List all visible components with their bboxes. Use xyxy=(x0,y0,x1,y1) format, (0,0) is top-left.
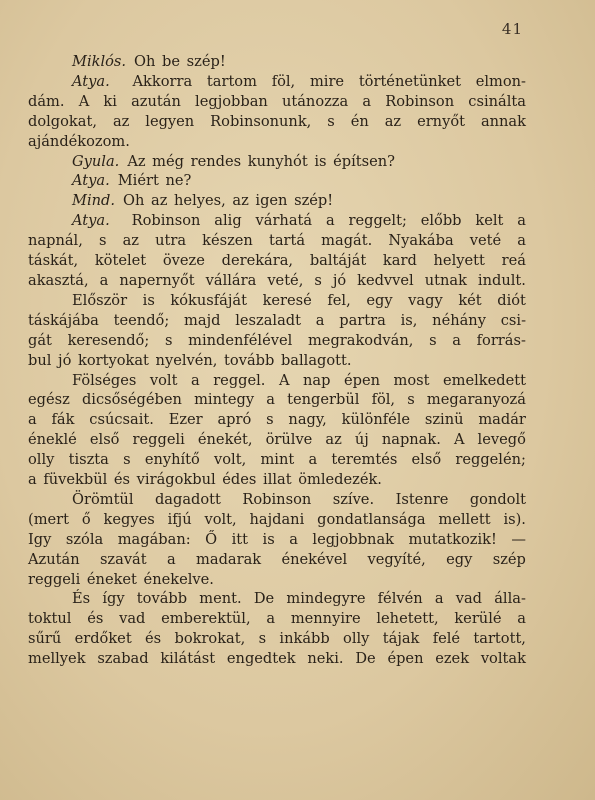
word: utra xyxy=(155,232,187,250)
text-line xyxy=(28,291,526,311)
text-line xyxy=(28,470,526,490)
word: kerülé xyxy=(454,610,502,628)
word: keresé xyxy=(262,291,312,309)
text-line xyxy=(28,331,526,351)
text-line xyxy=(28,351,526,371)
word: reggelt; xyxy=(348,212,407,230)
text-line xyxy=(28,72,526,92)
word: egy xyxy=(366,291,393,309)
word: a xyxy=(266,391,275,409)
word: reá xyxy=(501,252,526,270)
word: most xyxy=(393,371,430,389)
word: várhatá xyxy=(255,212,313,230)
word: s xyxy=(164,331,173,349)
word: olly xyxy=(343,630,370,648)
word: egész xyxy=(28,391,70,409)
word: csúcsait. xyxy=(89,411,154,429)
word: szavát xyxy=(99,550,147,568)
word: két xyxy=(458,291,482,309)
word: ment. xyxy=(199,590,242,608)
word: s xyxy=(123,451,131,469)
text-line xyxy=(28,629,526,649)
text-line xyxy=(28,231,526,251)
line-text: Oh az helyes, az igen szép! xyxy=(123,192,334,210)
word: forrás- xyxy=(476,331,526,349)
text-line xyxy=(28,410,526,430)
word: neki. xyxy=(307,650,344,668)
text-line xyxy=(28,390,526,410)
word: szíve. xyxy=(332,490,375,508)
word: is xyxy=(262,530,275,548)
body-text xyxy=(28,52,526,669)
text-line xyxy=(28,550,526,570)
word: elmon- xyxy=(475,72,526,90)
word: gát xyxy=(28,331,52,349)
word: a xyxy=(362,92,372,110)
word: történetünket xyxy=(358,72,461,90)
word: tartott, xyxy=(473,630,526,648)
word: a xyxy=(166,550,176,568)
word: föl, xyxy=(271,72,296,90)
word: reggel. xyxy=(213,371,266,389)
word: (mert xyxy=(28,510,70,528)
word: tiszta xyxy=(68,451,109,469)
word: legyen xyxy=(145,112,195,130)
word: csi- xyxy=(500,311,526,329)
word: dám. xyxy=(28,92,65,110)
word: szinü xyxy=(424,411,464,429)
word: diót xyxy=(497,291,526,309)
word: levegő xyxy=(477,431,526,449)
word: megaranyozá xyxy=(426,391,526,409)
word: szép xyxy=(492,550,526,568)
word: utánozza xyxy=(281,92,349,110)
word: itt xyxy=(231,530,249,548)
word: a xyxy=(517,232,526,250)
word: A xyxy=(278,371,290,389)
word: öveze xyxy=(162,252,205,270)
word: veté xyxy=(469,232,502,250)
word: és xyxy=(145,630,162,648)
text-line xyxy=(28,251,526,271)
word: kard xyxy=(382,252,417,270)
word: sűrű xyxy=(28,630,62,648)
word: legjobbnak xyxy=(312,530,394,548)
word: jó xyxy=(332,271,347,289)
speaker-name: Miklós. xyxy=(72,53,127,70)
word: gondatlansága xyxy=(317,510,426,528)
text-line xyxy=(28,589,526,609)
text-line xyxy=(28,152,526,172)
word: magát. xyxy=(321,232,373,250)
line-text: bul jó kortyokat nyelvén, tovább ballagott. xyxy=(28,351,352,369)
word: dicsőségében xyxy=(81,391,182,409)
word: mindenfélével xyxy=(188,331,293,349)
word: tovább xyxy=(136,590,188,608)
word: De xyxy=(253,590,275,608)
word: Robinson xyxy=(131,212,201,230)
word: ernyőt xyxy=(417,112,465,130)
text-line xyxy=(28,132,526,152)
word: volt, xyxy=(204,510,237,528)
line-text: reggeli éneket énekelve. xyxy=(28,570,214,588)
word: erdőket xyxy=(74,630,132,648)
word: tájak xyxy=(382,630,420,648)
word: a xyxy=(308,451,318,469)
word: partra xyxy=(339,311,386,329)
word: Igy xyxy=(28,530,52,548)
word: reggeli xyxy=(132,431,185,449)
word: s xyxy=(314,271,322,289)
word: De xyxy=(355,650,376,668)
word: táskát, xyxy=(28,252,79,270)
word: a xyxy=(28,411,37,429)
word: utnak xyxy=(424,271,467,289)
word: a xyxy=(315,311,325,329)
word: fák xyxy=(51,411,75,429)
word: a xyxy=(434,590,444,608)
word: Ezer xyxy=(168,411,203,429)
word: majd xyxy=(184,311,221,329)
word: az xyxy=(325,431,342,449)
word: azután xyxy=(131,92,181,110)
word: napernyőt xyxy=(119,271,195,289)
word: napnak. xyxy=(381,431,441,449)
word: s xyxy=(98,232,107,250)
word: éneklé xyxy=(28,431,77,449)
word: énekét, xyxy=(197,431,253,449)
word: táskájába xyxy=(28,311,99,329)
word: vagy xyxy=(408,291,443,309)
text-line xyxy=(28,211,526,231)
word: én xyxy=(350,112,369,130)
word: teremtés xyxy=(331,451,398,469)
word: — xyxy=(511,530,526,548)
word: volt xyxy=(149,371,178,389)
word: föl, xyxy=(371,391,396,409)
word: mellett xyxy=(438,510,491,528)
word: egy xyxy=(446,550,473,568)
text-line xyxy=(28,371,526,391)
word: alig xyxy=(214,212,242,230)
word: ifjú xyxy=(167,510,192,528)
word: legjobban xyxy=(195,92,268,110)
word: első xyxy=(89,431,120,449)
word: s xyxy=(327,112,335,130)
word: örülve xyxy=(265,431,313,449)
word: is xyxy=(142,291,155,309)
word: hajdani xyxy=(249,510,305,528)
word: csinálta xyxy=(468,92,526,110)
word: veté, xyxy=(267,271,304,289)
line-text: Az még rendes kunyhót is építsen? xyxy=(127,152,395,170)
word: az xyxy=(122,232,139,250)
line-text: Oh be szép! xyxy=(134,53,226,70)
word: az xyxy=(112,112,130,130)
word: kedvvel xyxy=(357,271,414,289)
line-text: a füvekbül és virágokbul édes illat ömledezék. xyxy=(28,471,382,489)
text-line xyxy=(28,510,526,530)
word: nap xyxy=(303,371,331,389)
word: napnál, xyxy=(28,232,83,250)
word: vállára xyxy=(205,271,257,289)
word: ezek xyxy=(435,650,470,668)
speaker-name: Atya. xyxy=(72,172,110,190)
text-line xyxy=(28,92,526,112)
word: Robinsonunk, xyxy=(210,112,312,130)
word: A xyxy=(453,431,465,449)
word: leszaladt xyxy=(235,311,301,329)
text-line xyxy=(28,171,526,191)
word: mennyire xyxy=(290,610,361,628)
speaker-name: Gyula. xyxy=(72,152,120,170)
word: mire xyxy=(309,72,345,90)
word: Ő xyxy=(205,530,218,548)
word: annak xyxy=(480,112,526,130)
word: a xyxy=(517,610,526,628)
line-text: ajándékozom. xyxy=(28,132,130,150)
word: madár xyxy=(478,411,526,429)
word: dolgokat, xyxy=(28,112,97,130)
word: vegyíté, xyxy=(367,550,426,568)
speaker-name: Atya. xyxy=(72,72,110,90)
word: így xyxy=(102,590,125,608)
word: lehetett, xyxy=(376,610,439,628)
word: is). xyxy=(503,510,526,528)
word: felé xyxy=(432,630,461,648)
word: Azután xyxy=(28,550,80,568)
text-line xyxy=(28,609,526,629)
word: kilátást xyxy=(160,650,216,668)
word: megrakodván, xyxy=(307,331,414,349)
word: a xyxy=(325,212,335,230)
word: kötelet xyxy=(94,252,147,270)
text-line xyxy=(28,570,526,590)
text-line xyxy=(28,191,526,211)
word: tengerbül xyxy=(287,391,360,409)
word: madarak xyxy=(196,550,262,568)
word: a xyxy=(190,371,200,389)
speaker-name: Atya. xyxy=(72,212,110,230)
word: néhány xyxy=(432,311,486,329)
word: s xyxy=(266,411,274,429)
word: engedtek xyxy=(226,650,296,668)
word: első xyxy=(411,451,442,469)
word: s xyxy=(429,331,437,349)
word: emberektül, xyxy=(161,610,251,628)
word: apró xyxy=(217,411,252,429)
word: vad xyxy=(455,590,483,608)
word: tartá xyxy=(268,232,306,250)
word: Robinson xyxy=(242,490,312,508)
word: vad xyxy=(119,610,146,628)
word: a xyxy=(517,212,526,230)
word: szabad xyxy=(97,650,149,668)
word: új xyxy=(354,431,369,449)
word: ő xyxy=(81,510,91,528)
word: mindegyre xyxy=(286,590,366,608)
word: kókusfáját xyxy=(170,291,247,309)
word: s xyxy=(407,391,415,409)
word: énekével xyxy=(281,550,348,568)
word: épen xyxy=(344,371,381,389)
word: toktul xyxy=(28,610,72,628)
word: a xyxy=(452,331,461,349)
word: épen xyxy=(387,650,424,668)
word: szóla xyxy=(65,530,104,548)
word: nagy, xyxy=(288,411,327,429)
word: emelkedett xyxy=(443,371,526,389)
word: kegyes xyxy=(103,510,155,528)
word: különféle xyxy=(341,411,411,429)
word: előbb xyxy=(420,212,462,230)
word: inkább xyxy=(279,630,330,648)
word: bokrokat, xyxy=(174,630,246,648)
line-text: Miért ne? xyxy=(117,172,192,190)
word: Istenre xyxy=(395,490,449,508)
word: olly xyxy=(28,451,55,469)
word: gondolt xyxy=(469,490,526,508)
word: indult. xyxy=(477,271,526,289)
word: teendő; xyxy=(113,311,170,329)
text-line xyxy=(28,450,526,470)
word: Először xyxy=(72,291,128,309)
word: helyett xyxy=(433,252,485,270)
text-line xyxy=(28,311,526,331)
word: Örömtül xyxy=(72,490,134,508)
word: Fölséges xyxy=(72,371,137,389)
word: mutatkozik! xyxy=(408,530,497,548)
text-line xyxy=(28,271,526,291)
word: baltáját xyxy=(309,252,367,270)
text-line xyxy=(28,649,526,669)
word: mellyek xyxy=(28,650,86,668)
text-line xyxy=(28,112,526,132)
word: dagadott xyxy=(154,490,221,508)
word: mintegy xyxy=(194,391,255,409)
word: voltak xyxy=(480,650,526,668)
word: készen xyxy=(202,232,253,250)
word: A xyxy=(78,92,90,110)
word: is, xyxy=(400,311,418,329)
word: tartom xyxy=(206,72,257,90)
word: kelt xyxy=(475,212,504,230)
word: volt, xyxy=(214,451,247,469)
word: s xyxy=(258,630,267,648)
word: félvén xyxy=(377,590,423,608)
word: derekára, xyxy=(221,252,294,270)
word: mint xyxy=(260,451,295,469)
word: álla- xyxy=(494,590,526,608)
word: enyhítő xyxy=(144,451,200,469)
text-line xyxy=(28,490,526,510)
word: a xyxy=(289,530,298,548)
word: és xyxy=(87,610,104,628)
word: magában: xyxy=(117,530,191,548)
word: a xyxy=(266,610,276,628)
text-line xyxy=(28,430,526,450)
text-line xyxy=(28,530,526,550)
word: Robinson xyxy=(385,92,455,110)
speaker-name: Mind. xyxy=(72,192,115,210)
word: Akkorra xyxy=(132,72,193,90)
word: fel, xyxy=(327,291,351,309)
word: a xyxy=(99,271,109,289)
word: keresendő; xyxy=(67,331,150,349)
word: akasztá, xyxy=(28,271,89,289)
word: ki xyxy=(103,92,117,110)
page-number: 41 xyxy=(501,20,523,38)
word: reggelén; xyxy=(455,451,526,469)
text-line xyxy=(28,52,526,72)
word: Nyakába xyxy=(388,232,454,250)
word: az xyxy=(384,112,402,130)
word: És xyxy=(72,590,91,608)
